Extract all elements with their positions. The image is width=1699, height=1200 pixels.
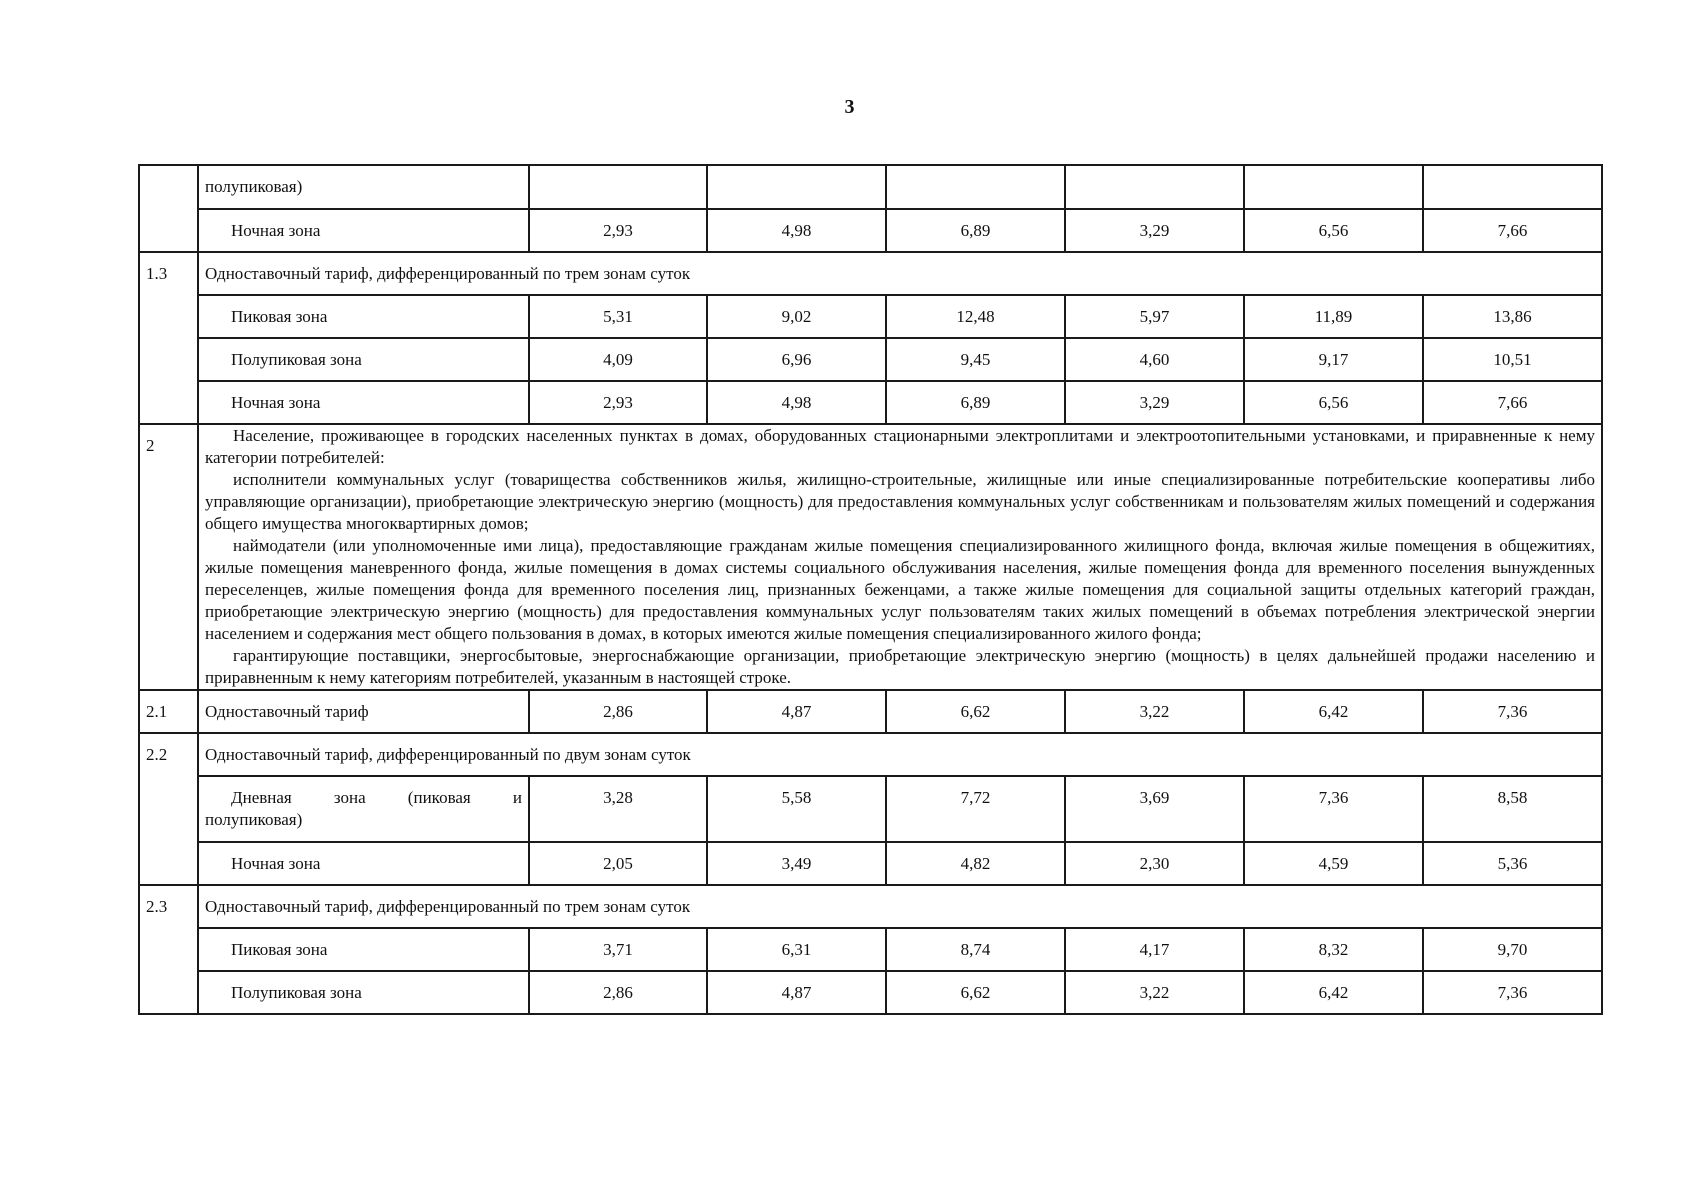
value-cell: 3,69 bbox=[1065, 776, 1244, 842]
value-cell: 2,93 bbox=[529, 381, 707, 424]
row-label: Одноставочный тариф bbox=[198, 690, 529, 733]
value-cell: 6,31 bbox=[707, 928, 886, 971]
table-row bbox=[139, 209, 1602, 252]
value-cell: 6,42 bbox=[1244, 971, 1423, 1014]
value-cell: 6,62 bbox=[886, 690, 1065, 733]
description-paragraph: Население, проживающее в городских населенных пунктах в домах, оборудованных стационарными электроплитами и электроотопительными установками, и приравненные к нему категории потребителей: bbox=[205, 426, 1595, 467]
value-cell: 2,93 bbox=[529, 209, 707, 252]
table-row bbox=[139, 842, 1602, 885]
value-cell: 3,49 bbox=[707, 842, 886, 885]
value-cell: 6,56 bbox=[1244, 381, 1423, 424]
value-cell: 2,86 bbox=[529, 690, 707, 733]
value-cell: 3,28 bbox=[529, 776, 707, 842]
row-label bbox=[198, 776, 529, 842]
section-title: Одноставочный тариф, дифференцированный по трем зонам суток bbox=[198, 885, 1602, 928]
row-label-line: Дневная зона (пиковая и bbox=[231, 788, 522, 807]
value-cell: 9,17 bbox=[1244, 338, 1423, 381]
section-title: Одноставочный тариф, дифференцированный по двум зонам суток bbox=[198, 733, 1602, 776]
value-cell: 13,86 bbox=[1423, 295, 1602, 338]
value-cell: 4,87 bbox=[707, 971, 886, 1014]
value-cell: 4,17 bbox=[1065, 928, 1244, 971]
row-number: 2.3 bbox=[139, 885, 198, 1014]
value-cell: 3,29 bbox=[1065, 381, 1244, 424]
value-cell: 12,48 bbox=[886, 295, 1065, 338]
value-cell: 2,86 bbox=[529, 971, 707, 1014]
table-row bbox=[139, 381, 1602, 424]
row-label: Пиковая зона bbox=[198, 295, 529, 338]
value-cell: 4,09 bbox=[529, 338, 707, 381]
value-cell: 3,22 bbox=[1065, 690, 1244, 733]
value-cell: 4,59 bbox=[1244, 842, 1423, 885]
value-cell: 6,96 bbox=[707, 338, 886, 381]
value-cell: 4,60 bbox=[1065, 338, 1244, 381]
value-cell bbox=[886, 165, 1065, 209]
value-cell: 6,42 bbox=[1244, 690, 1423, 733]
value-cell: 9,45 bbox=[886, 338, 1065, 381]
value-cell bbox=[1423, 165, 1602, 209]
description-paragraph: исполнители коммунальных услуг (товарищества собственников жилья, жилищно-строительные, жилищные или иные специализированные потребительские кооперативы либо управляющие организации), приобретающие электрическую энергию (мощность) для предоставления коммунальных услуг собственникам и пользователям жилых помещений и содержания общего имущества многоквартирных домов; bbox=[205, 470, 1595, 533]
table-row bbox=[139, 165, 1602, 209]
section-description bbox=[198, 424, 1602, 690]
section-row bbox=[139, 885, 1602, 928]
row-label: полупиковая) bbox=[198, 165, 529, 209]
section-row bbox=[139, 733, 1602, 776]
value-cell: 3,71 bbox=[529, 928, 707, 971]
value-cell: 6,62 bbox=[886, 971, 1065, 1014]
value-cell: 7,72 bbox=[886, 776, 1065, 842]
value-cell: 5,58 bbox=[707, 776, 886, 842]
value-cell: 7,36 bbox=[1423, 690, 1602, 733]
row-label: Ночная зона bbox=[198, 209, 529, 252]
row-label: Полупиковая зона bbox=[198, 338, 529, 381]
table-row bbox=[139, 338, 1602, 381]
row-number: 2 bbox=[139, 424, 198, 690]
value-cell: 5,36 bbox=[1423, 842, 1602, 885]
value-cell: 8,58 bbox=[1423, 776, 1602, 842]
row-label-line: полупиковая) bbox=[205, 810, 303, 829]
description-paragraph: наймодатели (или уполномоченные ими лица), предоставляющие гражданам жилые помещения специализированного жилищного фонда, включая жилые помещения в общежитиях, жилые помещения маневренного фонда, жилые помещения в домах системы социального обслуживания населения, жилые помещения фонда для временного поселения вынужденных переселенцев, жилые помещения фонда для временного поселения лиц, признанных беженцами, а также жилые помещения для социальной защиты отдельных категорий граждан, приобретающие электрическую энергию (мощность) для предоставления коммунальных услуг пользователям таких жилых помещений в объемах потребления электрической энергии населением и содержания мест общего пользования в домах, в которых имеются жилые помещения специализированного жилого фонда; bbox=[205, 536, 1595, 643]
value-cell: 7,36 bbox=[1423, 971, 1602, 1014]
value-cell bbox=[529, 165, 707, 209]
value-cell: 6,56 bbox=[1244, 209, 1423, 252]
row-label: Полупиковая зона bbox=[198, 971, 529, 1014]
row-label: Ночная зона bbox=[198, 381, 529, 424]
row-number-cell bbox=[139, 165, 198, 252]
row-label: Ночная зона bbox=[198, 842, 529, 885]
section-title: Одноставочный тариф, дифференцированный по трем зонам суток bbox=[198, 252, 1602, 295]
value-cell: 4,98 bbox=[707, 209, 886, 252]
value-cell: 3,29 bbox=[1065, 209, 1244, 252]
value-cell: 3,22 bbox=[1065, 971, 1244, 1014]
value-cell: 4,98 bbox=[707, 381, 886, 424]
table-row bbox=[139, 971, 1602, 1014]
value-cell: 6,89 bbox=[886, 209, 1065, 252]
tariff-table bbox=[138, 164, 1603, 1015]
section-row bbox=[139, 252, 1602, 295]
table-row bbox=[139, 295, 1602, 338]
value-cell: 10,51 bbox=[1423, 338, 1602, 381]
page-number: 3 bbox=[844, 96, 855, 118]
value-cell: 4,87 bbox=[707, 690, 886, 733]
value-cell: 5,97 bbox=[1065, 295, 1244, 338]
value-cell: 2,05 bbox=[529, 842, 707, 885]
row-label: Пиковая зона bbox=[198, 928, 529, 971]
value-cell: 2,30 bbox=[1065, 842, 1244, 885]
value-cell: 8,74 bbox=[886, 928, 1065, 971]
value-cell bbox=[1244, 165, 1423, 209]
description-paragraph: гарантирующие поставщики, энергосбытовые, энергоснабжающие организации, приобретающие электрическую энергию (мощность) в целях дальнейшей продажи населению и приравненным к нему категориям потребителей, указанным в настоящей строке. bbox=[205, 646, 1595, 687]
table-row bbox=[139, 928, 1602, 971]
value-cell: 7,66 bbox=[1423, 381, 1602, 424]
value-cell: 8,32 bbox=[1244, 928, 1423, 971]
value-cell bbox=[707, 165, 886, 209]
row-number: 1.3 bbox=[139, 252, 198, 424]
section-row bbox=[139, 424, 1602, 690]
value-cell: 4,82 bbox=[886, 842, 1065, 885]
table-row bbox=[139, 776, 1602, 842]
row-number: 2.1 bbox=[139, 690, 198, 733]
value-cell: 6,89 bbox=[886, 381, 1065, 424]
value-cell: 11,89 bbox=[1244, 295, 1423, 338]
value-cell: 9,70 bbox=[1423, 928, 1602, 971]
value-cell: 7,36 bbox=[1244, 776, 1423, 842]
value-cell: 5,31 bbox=[529, 295, 707, 338]
table-row bbox=[139, 690, 1602, 733]
value-cell: 7,66 bbox=[1423, 209, 1602, 252]
row-number: 2.2 bbox=[139, 733, 198, 885]
value-cell bbox=[1065, 165, 1244, 209]
value-cell: 9,02 bbox=[707, 295, 886, 338]
